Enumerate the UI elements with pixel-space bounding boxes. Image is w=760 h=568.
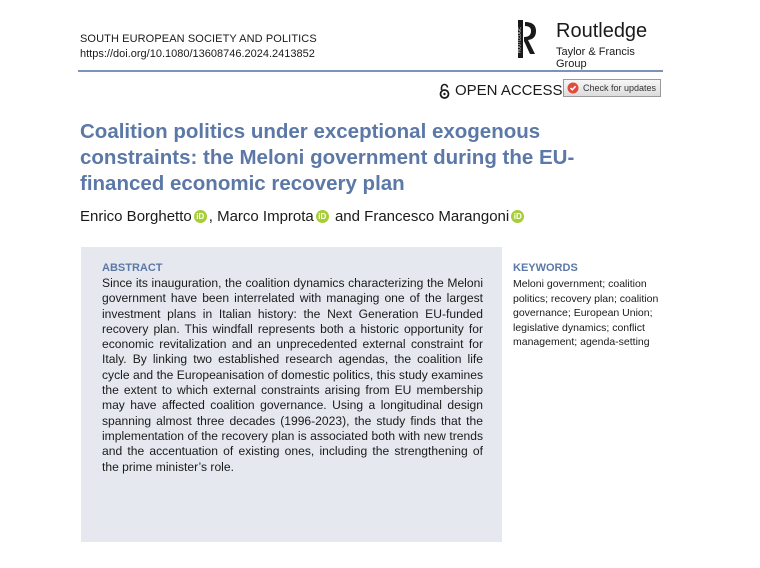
orcid-icon[interactable]: iD (316, 210, 329, 223)
journal-name: SOUTH EUROPEAN SOCIETY AND POLITICS (80, 33, 317, 45)
abstract-heading: ABSTRACT (102, 262, 163, 274)
keywords-heading: KEYWORDS (513, 262, 578, 274)
open-access-badge (438, 82, 563, 99)
abstract-text: Since its inauguration, the coalition dynamics characterizing the Meloni government have been interrelated with managing one of the largest investment plans in Italian history: the Next Generation EU-funded recovery plan. This windfall represents both a historic opportunity for economic revitalization and an unprecedented external constraint for Italy. By linking two established research agendas, the coalition life cycle and the Europeanisation of domestic politics, this study examines the extent to which external constraints arising from EU membership may have affected coalition governance. Using a longitudinal design spanning almost three decades (1996-2023), the study finds that the implementation of the recovery plan is associated both with new trends and the accentuation of existing ones, including the strengthening of the prime minister’s role. (102, 276, 483, 474)
publisher-logo[interactable] (516, 20, 668, 70)
publisher-name: Routledge (556, 20, 648, 42)
check-for-updates-button[interactable] (563, 79, 661, 97)
author-separator: , (208, 208, 218, 225)
author-name[interactable]: Francesco Marangoni (364, 208, 510, 225)
author-name[interactable]: Marco Improta (217, 208, 314, 225)
header-divider (78, 70, 663, 72)
routledge-logo-icon (518, 20, 536, 58)
article-title: Coalition politics under exceptional exogenous constraints: the Meloni government during the EU-financed economic recovery plan (80, 120, 575, 195)
author-name[interactable]: Enrico Borghetto (80, 208, 192, 225)
open-access-label: OPEN ACCESS (455, 82, 563, 99)
check-for-updates-label: Check for updates (583, 83, 657, 93)
publisher-group: Taylor & Francis Group (556, 46, 635, 70)
open-lock-icon (438, 83, 451, 99)
orcid-icon[interactable]: iD (194, 210, 207, 223)
doi-link[interactable]: https://doi.org/10.1080/13608746.2024.2413852 (80, 48, 315, 60)
crossmark-icon (567, 82, 579, 94)
keywords-list: Meloni government; coalition politics; recovery plan; coalition governance; European Union; legislative dynamics; conflict management; agenda-setting (513, 278, 659, 349)
orcid-icon[interactable]: iD (511, 210, 524, 223)
publisher-vertical-text: ROUTLEDGE (516, 26, 522, 53)
author-list (80, 208, 526, 225)
author-separator: and (330, 208, 365, 225)
